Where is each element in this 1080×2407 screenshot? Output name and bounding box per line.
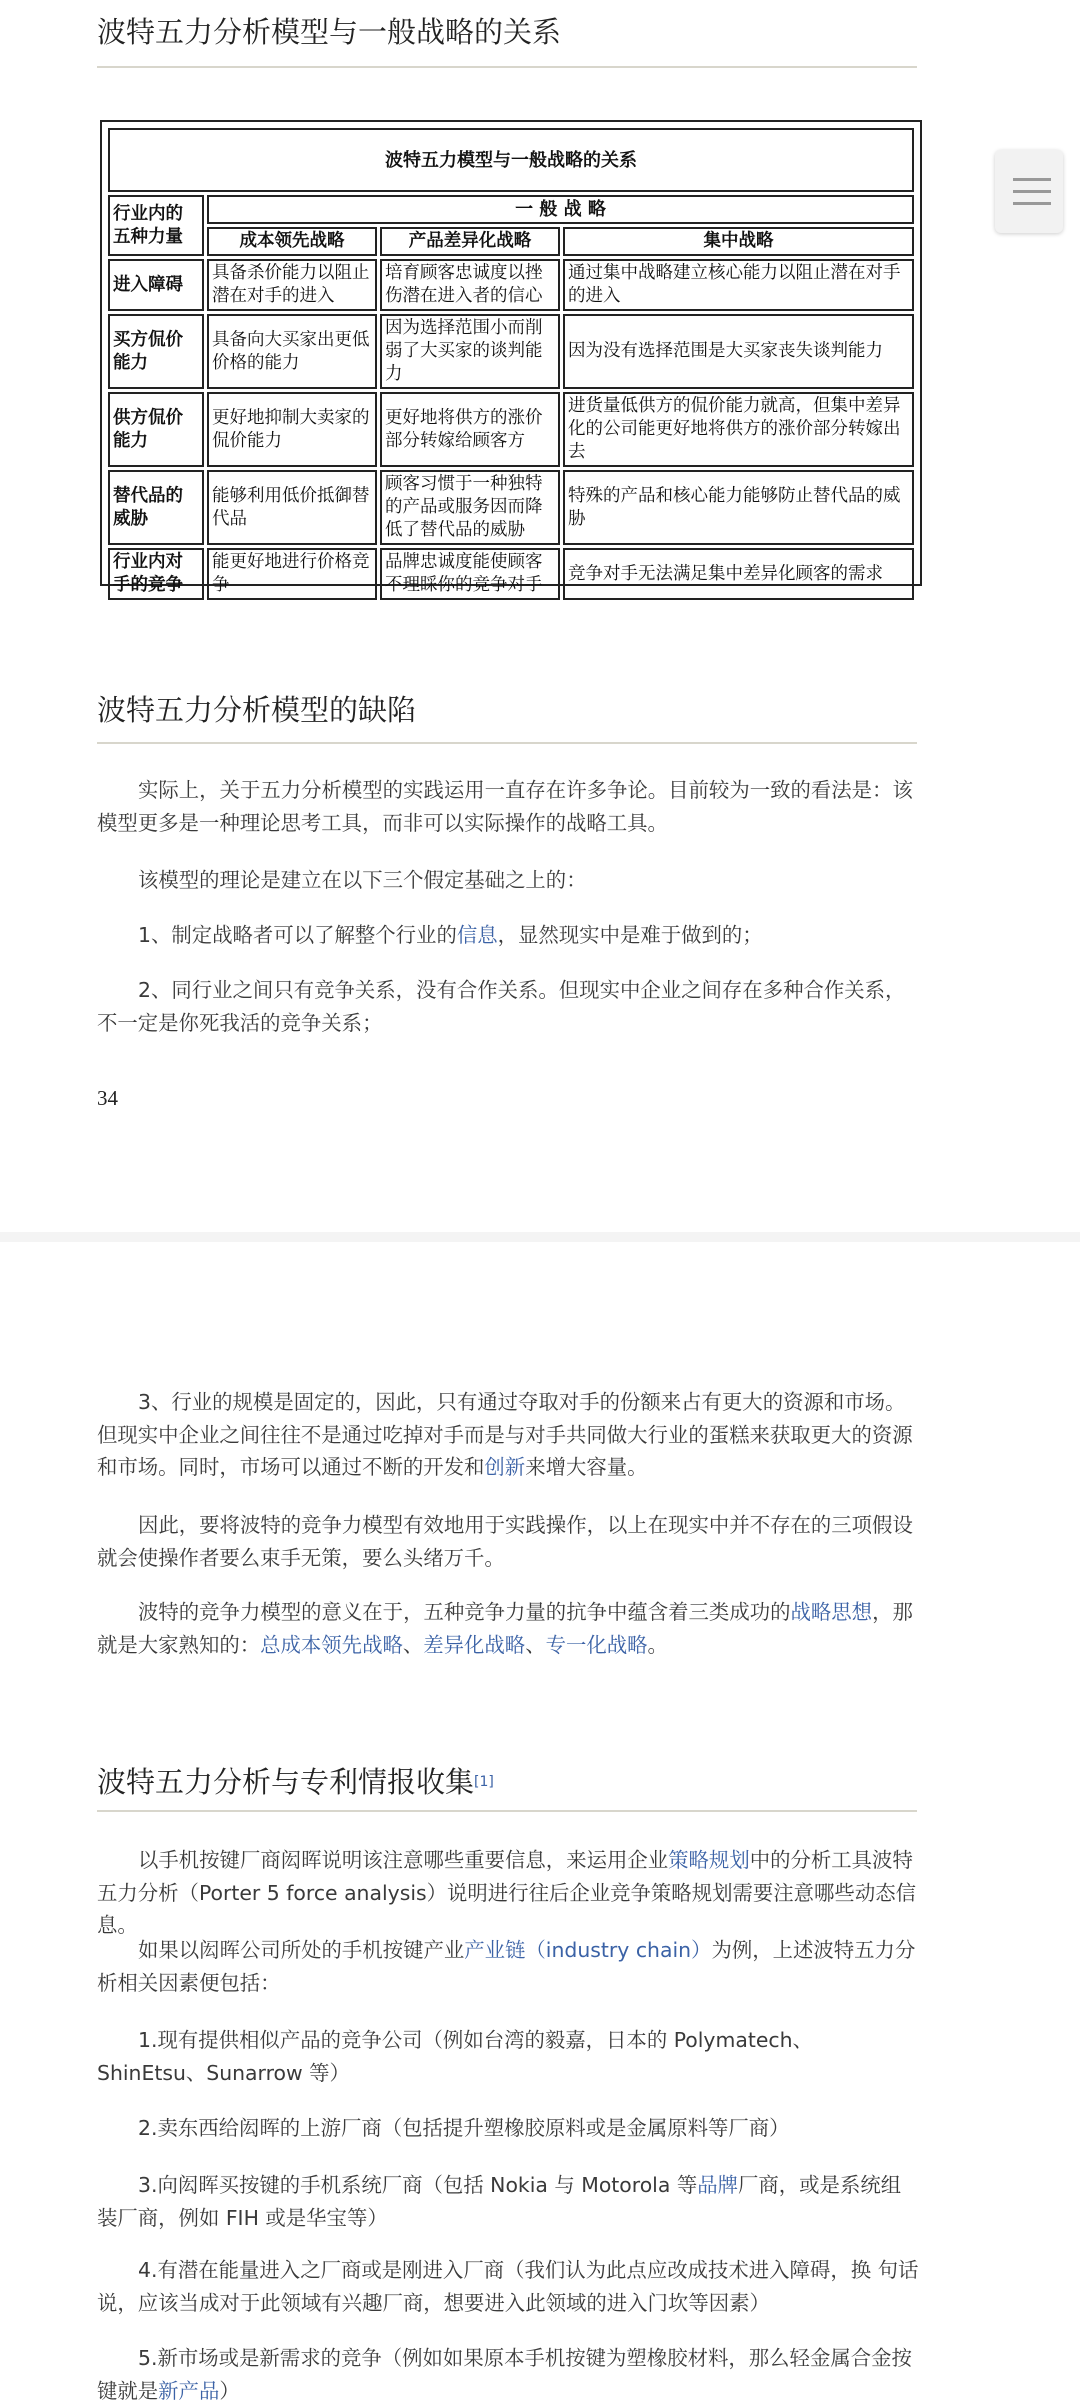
heading-divider [97,66,917,68]
heading-divider [97,742,917,744]
list-item [97,919,919,952]
section-heading-porter-generic-strategy: 波特五力分析模型与一般战略的关系 [97,15,562,49]
text: ） [219,2378,240,2403]
list-item: 2.卖东西给闳晖的上游厂商（包括提升塑橡胶原料或是金属原料等厂商） [138,2116,790,2140]
paragraph: 该模型的理论是建立在以下三个假定基础之上的： [138,868,587,892]
force-cell: 买方侃价能力 [108,314,204,389]
force-cell: 替代品的威胁 [108,470,204,545]
link-strategic-thinking[interactable]: 战略思想 [790,1600,873,1624]
text: 中的分析工具波特五力分析（Porter 5 force analysis）说明进行往后企业竞争策略规划需要注意哪些动态信息。 [97,1848,916,1937]
link-differentiation[interactable]: 差异化战略 [423,1632,526,1657]
table-row [108,548,914,600]
heading-divider [97,1810,917,1812]
menu-button[interactable] [995,150,1063,233]
section-heading-model-flaws: 波特五力分析模型的缺陷 [97,693,417,727]
section-heading-patent-intelligence [97,1762,917,1802]
text: 3、行业的规模是固定的，因此，只有通过夺取对手的份额来占有更大的资源和市场。但现实中企业之间往往不是通过吃掉对手而是与对手共同做大行业的蛋糕来获取更大的资源和市场。同时，市场可以通过不断的开发和 [97,1390,913,1479]
list-item [97,2342,919,2407]
table-cell: 因为选择范围小而削弱了大买家的谈判能力 [380,314,560,389]
force-cell: 行业内对手的竞争 [108,548,204,600]
text: 。 [647,1632,668,1657]
paragraph [97,1596,919,1661]
text: 、 [525,1632,546,1657]
table-row [108,259,914,311]
list-item [97,2169,919,2234]
force-cell: 供方侃价能力 [108,392,204,467]
table-row [108,470,914,545]
table-row [108,392,914,467]
column-header: 集中战略 [563,227,914,256]
porter-strategy-table [100,120,922,595]
paragraph [97,1844,919,1942]
text: ，那就是大家熟知的： [97,1600,913,1657]
link-info[interactable]: 信息 [456,923,498,947]
paragraph: 实际上，关于五力分析模型的实践运用一直存在许多争论。目前较为一致的看法是：该模型更多是一种理论思考工具，而非可以实际操作的战略工具。 [97,778,913,835]
table-cell: 培育顾客忠诚度以挫伤潜在进入者的信心 [380,259,560,311]
table-cell: 品牌忠诚度能使顾客不理睬你的竞争对手 [380,548,560,600]
page-break-divider [0,1232,1080,1242]
list-item: 4.有潜在能量进入之厂商或是刚进入厂商（我们认为此点应改成技术进入障碍，换 句话说，应该当成对于此领域有兴趣厂商，想要进入此领域的进入门坎等因素） [97,2258,919,2315]
table-cell: 能够利用低价抵御替代品 [207,470,377,545]
text: 为例，上述波特五力分析相关因素便包括： [97,1938,916,1995]
link-industry-chain[interactable]: 产业链（industry chain） [464,1938,712,1962]
table-cell: 具备杀价能力以阻止潜在对手的进入 [207,259,377,311]
link-cost-leadership[interactable]: 总成本领先战略 [260,1632,403,1657]
table-cell: 更好地抑制大卖家的侃价能力 [207,392,377,467]
list-item: 2、同行业之间只有竞争关系，没有合作关系。但现实中企业之间存在多种合作关系，不一定是你死我活的竞争关系； [97,978,906,1035]
table-cell: 进货量低供方的侃价能力就高，但集中差异化的公司能更好地将供方的涨价部分转嫁出去 [563,392,914,467]
link-brand[interactable]: 品牌 [697,2173,738,2197]
table-cell: 能更好地进行价格竞争 [207,548,377,600]
table-cell: 顾客习惯于一种独特的产品或服务因而降低了替代品的威胁 [380,470,560,545]
page-number: 34 [97,1086,118,1110]
table-cell: 因为没有选择范围是大买家丧失谈判能力 [563,314,914,389]
table-title: 波特五力模型与一般战略的关系 [108,128,914,192]
row-header-label: 行业内的五种力量 [108,195,204,256]
table-row [108,314,914,389]
table-cell: 竞争对手无法满足集中差异化顾客的需求 [563,548,914,600]
force-cell: 进入障碍 [108,259,204,311]
text: 5.新市场或是新需求的竞争（例如如果原本手机按键为塑橡胶材料，那么轻金属合金按键就是 [97,2346,912,2403]
table-cell: 更好地将供方的涨价部分转嫁给顾客方 [380,392,560,467]
list-item: 1.现有提供相似产品的竞争公司（例如台湾的毅嘉，日本的 Polymatech、ShinEtsu、Sunarrow 等） [97,2028,813,2085]
link-innovation[interactable]: 创新 [484,1455,526,1479]
link-strategic-planning[interactable]: 策略规划 [668,1848,750,1872]
reference-link[interactable]: [1] [474,1774,494,1790]
paragraph: 因此，要将波特的竞争力模型有效地用于实践操作，以上在现实中并不存在的三项假设就会使操作者要么束手无策，要么头绪万千。 [97,1513,913,1570]
list-item [97,1386,919,1484]
table-cell: 通过集中战略建立核心能力以阻止潜在对手的进入 [563,259,914,311]
text: 波特的竞争力模型的意义在于，五种竞争力量的抗争中蕴含着三类成功的 [138,1600,791,1624]
link-new-product[interactable]: 新产品 [158,2378,220,2403]
text: 3.向闳晖买按键的手机系统厂商（包括 Nokia 与 Motorola 等 [138,2173,698,2197]
link-focus-strategy[interactable]: 专一化战略 [545,1632,648,1657]
paragraph [97,1934,919,1999]
text: 如果以闳晖公司所处的手机按键产业 [138,1938,465,1962]
text: ，显然现实中是难于做到的； [497,923,763,947]
text: 1、制定战略者可以了解整个行业的 [138,923,457,947]
text: 厂商，或是系统组装厂商，例如 FIH 或是华宝等） [97,2173,902,2230]
text: 以手机按键厂商闳晖说明该注意哪些重要信息，来运用企业 [138,1848,669,1872]
text: 、 [402,1632,424,1657]
heading-text: 波特五力分析与专利情报收集 [97,1765,475,1799]
text: 来增大容量。 [525,1455,648,1479]
column-header: 产品差异化战略 [380,227,560,256]
group-header: 一 般 战 略 [207,195,914,224]
table-cell: 特殊的产品和核心能力能够防止替代品的威胁 [563,470,914,545]
column-header: 成本领先战略 [207,227,377,256]
table-cell: 具备向大买家出更低价格的能力 [207,314,377,389]
